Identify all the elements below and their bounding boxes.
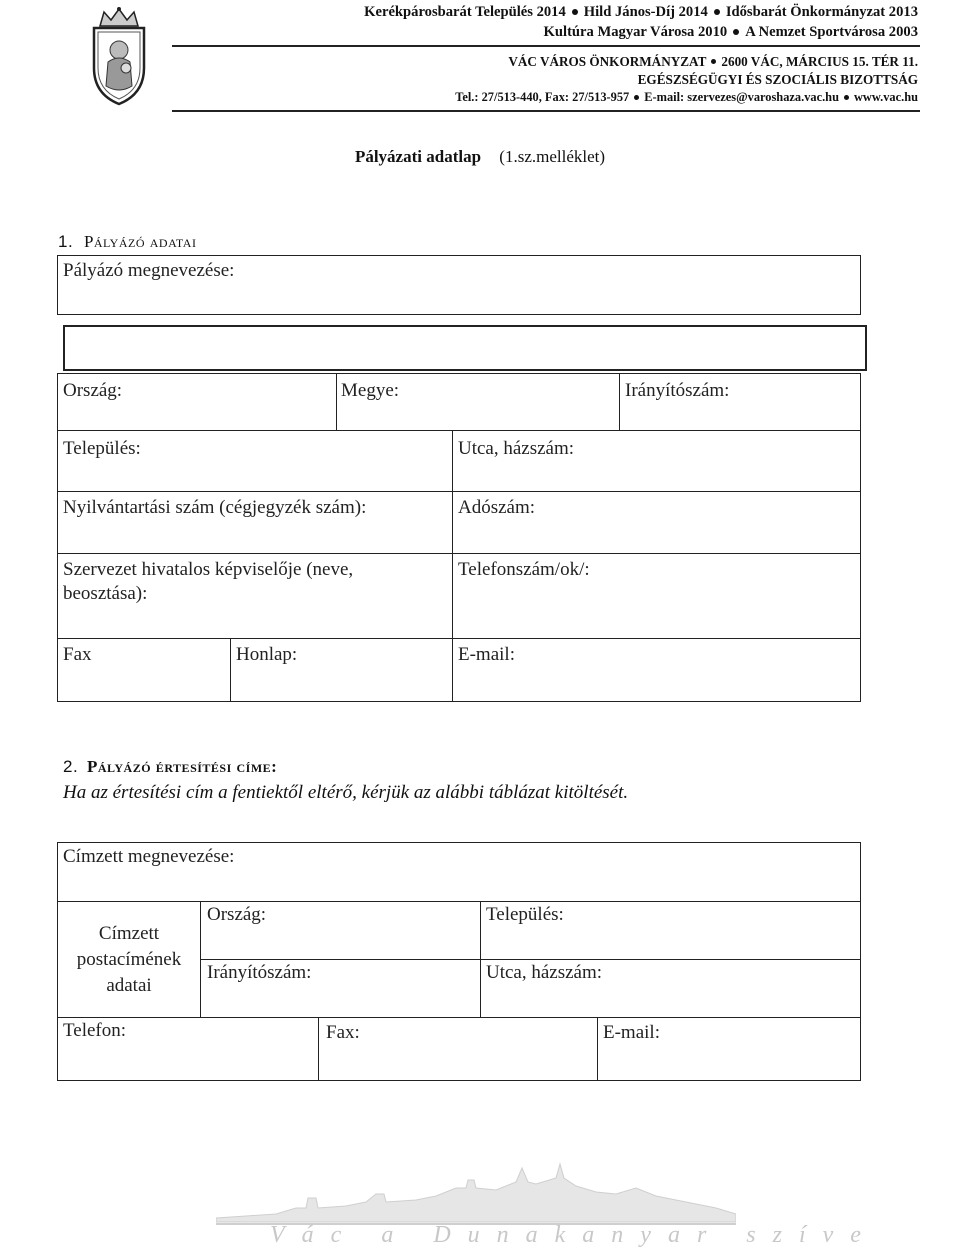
page-title [0,147,960,167]
street-label: Utca, házszám: [458,438,575,459]
section2-number: 2. [63,757,79,776]
header-committee: EGÉSZSÉGÜGYI ÉS SZOCIÁLIS BIZOTTSÁG [637,72,918,87]
title-main: Pályázati adatlap [354,147,482,166]
bullet-icon [711,59,716,64]
postal-label-line3: adatai [106,975,152,996]
postal-label-line2: postacímének [76,949,182,970]
recipient-city-label: Település: [486,904,564,925]
bullet-icon [844,95,849,100]
header-awards-line1 [364,4,918,21]
award-5: A Nemzet Sportvárosa 2003 [745,24,918,40]
bullet-icon [572,9,578,15]
applicant-name-label: Pályázó megnevezése: [63,260,235,281]
section1-title: Pályázó adatai [83,232,197,251]
recipient-zip-label: Irányítószám: [207,962,312,983]
bullet-icon [714,9,720,15]
contact-web: www.vac.hu [853,90,918,104]
tax-label: Adószám: [458,497,536,518]
section2-note: Ha az értesítési cím a fentiektől eltérő, kérjük az alábbi táblázat kitöltését. [63,782,629,803]
city-crest-logo [86,6,152,106]
section1-number: 1. [58,232,74,251]
header-org [508,54,918,70]
contact-email: E-mail: szervezes@varoshaza.vac.hu [644,90,839,104]
city-skyline-illustration [216,1158,736,1228]
footer-motto: Vác a Dunakanyar szíve [270,1222,878,1248]
email-label: E-mail: [458,644,515,665]
recipient-phone-label: Telefon: [63,1020,127,1041]
bullet-icon [733,29,739,35]
recipient-email-label: E-mail: [603,1022,660,1043]
header-divider-bottom [172,110,920,112]
header-contact [455,90,918,105]
award-4: Kultúra Magyar Városa 2010 [543,24,728,40]
org-name: VÁC VÁROS ÖNKORMÁNYZAT [508,54,707,69]
zip-label: Irányítószám: [625,380,730,401]
recipient-name-label: Címzett megnevezése: [63,846,235,867]
city-label: Település: [63,438,141,459]
contact-phone: Tel.: 27/513-440, Fax: 27/513-957 [455,90,630,104]
fax-label: Fax [63,644,92,665]
recipient-street-label: Utca, házszám: [486,962,603,983]
phones-label: Telefonszám/ok/: [458,559,590,580]
title-note: (1.sz.melléklet) [499,147,606,166]
org-address: 2600 VÁC, MÁRCIUS 15. TÉR 11. [721,54,918,69]
bullet-icon [634,95,639,100]
header-awards-line2 [544,24,918,41]
registry-label: Nyilvántartási szám (cégjegyzék szám): [63,497,367,518]
header-divider [172,45,920,47]
postal-data-label [58,921,200,999]
award-2: Hild János-Díj 2014 [583,4,708,20]
web-label: Honlap: [236,644,298,665]
representative-label-line1: Szervezet hivatalos képviselője (neve, [63,559,354,580]
country-label: Ország: [63,380,123,401]
postal-label-line1: Címzett [98,923,160,944]
county-label: Megye: [341,380,400,401]
recipient-fax-field[interactable] [318,1017,598,1081]
award-3: Idősbarát Önkormányzat 2013 [725,4,918,20]
section2-title: Pályázó értesítési címe: [86,757,278,776]
recipient-country-label: Ország: [207,904,267,925]
section1-heading [58,232,196,252]
applicant-name-extra-field[interactable] [63,325,867,371]
representative-label-line2: beosztása): [63,583,148,604]
section2-heading [63,757,277,777]
recipient-fax-label: Fax: [326,1022,360,1043]
award-1: Kerékpárosbarát Település 2014 [364,4,566,20]
